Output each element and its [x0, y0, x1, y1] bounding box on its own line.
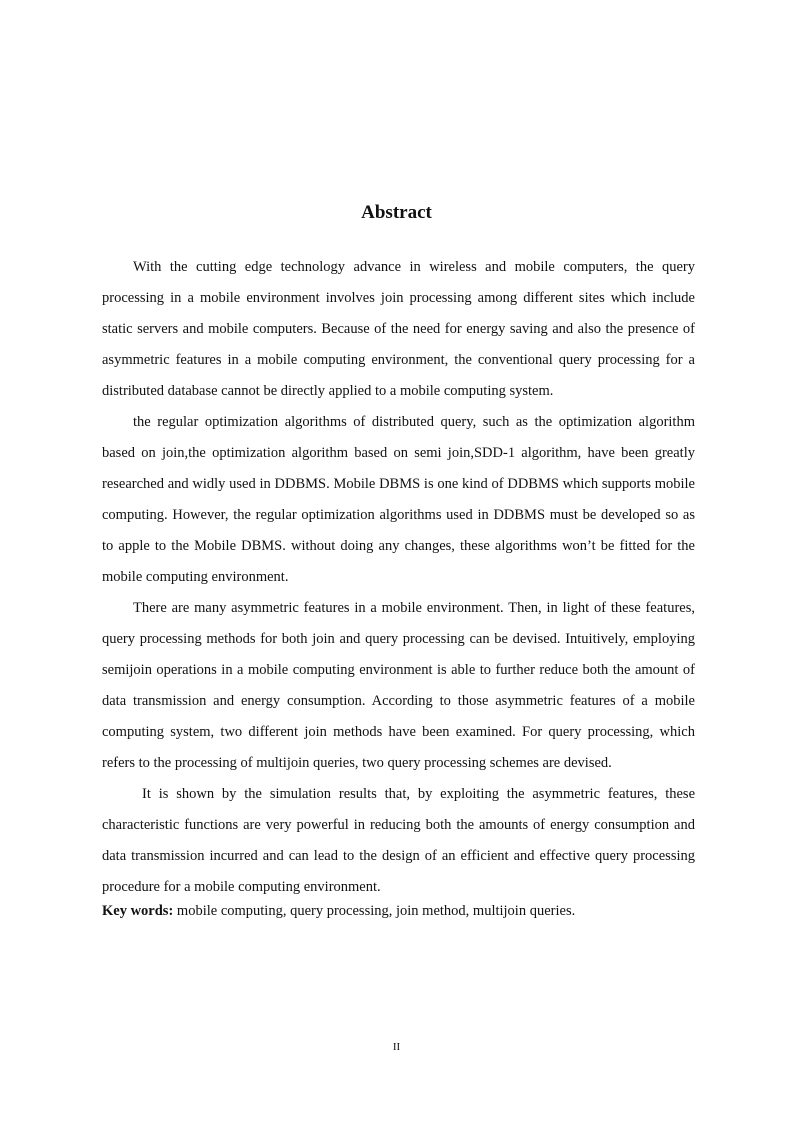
- abstract-paragraph-4: It is shown by the simulation results that, by exploiting the asymmetric features, these characteristic functions are very powerful in reducing both the amounts of energy consumption and data transmission incurred and can lead to the design of an efficient and effective query processing procedure for a mobile computing environment.: [102, 786, 695, 895]
- keywords-text: mobile computing, query processing, join method, multijoin queries.: [173, 903, 576, 919]
- abstract-title: Abstract: [361, 202, 432, 223]
- abstract-paragraph-2: the regular optimization algorithms of distributed query, such as the optimization algorithm based on join,the optimization algorithm based on semi join,SDD-1 algorithm, have been greatly researched and widly used in DDBMS. Mobile DBMS is one kind of DDBMS which supports mobile computing. However, the regular optimization algorithms used in DDBMS must be developed so as to apple to the Mobile DBMS. without doing any changes, these algorithms won’t be fitted for the mobile computing environment.: [102, 414, 695, 585]
- keywords-label: Key words:: [102, 903, 174, 919]
- abstract-paragraph-3: There are many asymmetric features in a mobile environment. Then, in light of these features, query processing methods for both join and query processing can be devised. Intuitively, employing semijoin operations in a mobile computing environment is able to further reduce both the amount of data transmission and energy consumption. According to those asymmetric features of a mobile computing system, two different join methods have been examined. For query processing, which refers to the processing of multijoin queries, two query processing schemes are devised.: [102, 600, 695, 771]
- page-number: II: [392, 1041, 401, 1053]
- abstract-paragraph-1: With the cutting edge technology advance in wireless and mobile computers, the query processing in a mobile environment involves join processing among different sites which include static servers and mobile computers. Because of the need for energy saving and also the presence of asymmetric features in a mobile computing environment, the conventional query processing for a distributed database cannot be directly applied to a mobile computing system.: [102, 259, 695, 399]
- abstract-body: [102, 252, 695, 923]
- keywords-line: [102, 899, 695, 923]
